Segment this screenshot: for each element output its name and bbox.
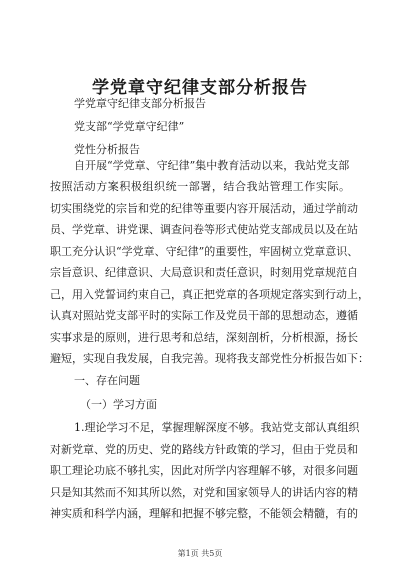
paragraph-line: 员、学党章、讲党课、调查问卷等形式使站党支部成员以及在站 [50,223,358,236]
paragraph-line: 职工充分认识“学党章、守纪律”的重要性，牢固树立党章意识、 [50,245,359,258]
paragraph-line: 只是知其然而不知其所以然，对党和国家领导人的讲话内容的精 [50,486,358,499]
paragraph-line: 神实质和科学内涵，理解和把握不够完整，不能领会精髓，有的 [50,507,358,520]
paragraph-line: 自开展“学党章、守纪律”集中教育活动以来，我站党支部 [74,159,350,172]
paragraph-line: 切实围绕党的宗旨和党的纪律等重要内容开展活动，通过学前动 [50,202,358,215]
page-footer: 第1页 共5页 [177,549,223,558]
subtitle-line: 党性分析报告 [74,143,140,156]
subtitle-line: 党支部“学党章守纪律” [74,120,185,133]
paragraph-line: 己，用入党誓词约束自己，真正把党章的各项规定落实到行动上， [50,288,369,301]
paragraph-line: 按照活动方案积极组织统一部署，结合我站管理工作实际。 [50,180,350,193]
document-title: 学党章守纪律支部分析报告 [92,78,308,98]
subsection-heading: （一）学习方面 [80,398,157,411]
paragraph-line: 避短，实现自我发展，自我完善。现将我支部党性分析报告如下： [50,352,369,365]
paragraph-line: 宗旨意识、纪律意识、大局意识和责任意识，时刻用党章规范自 [50,266,358,279]
subtitle-line: 学党章守纪律支部分析报告 [74,97,206,110]
paragraph-line: 对新党章、党的历史、党的路线方针政策的学习，但由于党员和 [50,443,358,456]
paragraph-line: 职工理论功底不够扎实，因此对所学内容理解不够，对很多问题 [50,464,358,477]
paragraph-line: 认真对照站党支部平时的实际工作及党员干部的思想动态，遵循 [50,309,358,322]
paragraph-line: 实事求是的原则，进行思考和总结，深刻剖析，分析根源，扬长 [50,331,358,344]
paragraph-line: 1.理论学习不足，掌握理解深度不够。我站党支部认真组织 [74,421,360,434]
section-heading: 一、存在问题 [74,374,140,387]
